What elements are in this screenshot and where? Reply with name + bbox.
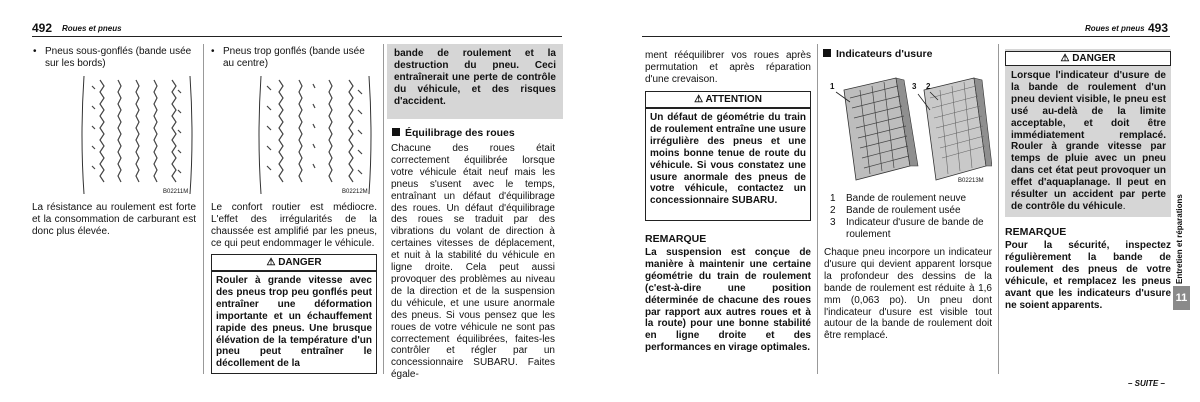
legend-text: Indicateur d'usure de bande de roulement [846, 217, 984, 240]
legend-number: 1 [830, 193, 836, 204]
underinflated-tire-figure [78, 76, 196, 199]
legend-text: Bande de roulement usée [846, 205, 961, 216]
legend-number: 2 [830, 205, 836, 216]
danger-continuation-text: bande de roulement et la destruction du pneu. Ceci entraînerait une perte de contrôle du véhicule, et des risques d'accident. [394, 48, 556, 107]
right-running-title: Roues et pneus [1085, 24, 1145, 33]
figure-code: B02212M [342, 189, 368, 195]
remarque-label: REMARQUE [645, 233, 707, 245]
left-header-rule [32, 36, 562, 37]
section-heading [823, 48, 932, 60]
wear-indicator-text: Chaque pneu incorpore un indicateur d'usure qui devient apparent lorsque la profondeur des dessins de la bande de roulement est réduite à 1,6 mm (0,063 po). Un pneu dont l'indicateur d'usure est visible tout autour de la bande de roulement doit être remplacé. [824, 247, 992, 342]
attention-label-box [645, 91, 811, 108]
danger-label-box [211, 254, 377, 271]
underinflated-item: Pneus sous-gonflés (bande usée sur les bords) [45, 46, 192, 69]
figure-label: 3 [912, 82, 917, 91]
divider [817, 44, 818, 374]
danger-text [1011, 70, 1166, 213]
figure-label: 1 [830, 82, 835, 91]
legend-item [830, 205, 994, 217]
danger-label-box [1005, 51, 1171, 66]
figure-label: 2 [926, 82, 931, 91]
danger-text-bold: Lorsque l'indicateur d'usure de la bande de roulement d'un pneu devient visible, le pneu est usé au-delà de la limite acceptable, et doit être immédiatement remplacé. Rouler à grande vitesse par temps de pluie avec un pneu dans cet état peut provoquer un effet d'aquaplanage. Il peut en résulter un accident par perte de contrôle du véhicule [1011, 70, 1166, 212]
heading-text: Indicateurs d'usure [836, 48, 933, 60]
wear-indicator-figure [826, 70, 992, 188]
remarque-text: Pour la sécurité, inspectez régulièrement la bande de roulement des pneus de votre véhicule, et remplacez les pneus avant que les indicateurs d'usure ne soient apparents. [1005, 240, 1171, 311]
danger-text-period: . [1122, 200, 1126, 212]
legend-item [830, 217, 994, 241]
bullet: • [211, 46, 215, 57]
legend-item [830, 193, 994, 205]
section-heading [392, 127, 515, 139]
square-bullet-icon [823, 49, 831, 57]
divider [998, 44, 999, 374]
figure-code: B02213M [958, 178, 984, 184]
divider [203, 44, 204, 374]
attention-label: ATTENTION [705, 94, 762, 105]
square-bullet-icon [392, 128, 400, 136]
right-page-number: 493 [1148, 21, 1169, 35]
figure-code: B02211M [163, 189, 189, 195]
legend-list [830, 193, 994, 241]
overinflated-item: Pneus trop gonflés (bande usée au centre) [223, 46, 365, 69]
left-page-number: 492 [32, 21, 53, 35]
continued-footer: – SUITE – [1128, 379, 1165, 388]
warning-icon: ⚠ [266, 257, 276, 268]
chapter-tab-number: 11 [1173, 286, 1190, 310]
chapter-tab-text: Entretien et réparations [1175, 194, 1184, 284]
overinflated-tire-figure [255, 76, 375, 199]
remarque-label: REMARQUE [1005, 226, 1067, 238]
rebalancing-text: ment rééquilibrer vos roues après permutation et après réparation d'une crevaison. [645, 50, 811, 85]
warning-icon: ⚠ [1060, 53, 1070, 64]
divider [383, 44, 384, 374]
left-running-title: Roues et pneus [62, 24, 122, 33]
right-header-rule [642, 36, 1170, 37]
danger-label: DANGER [278, 257, 322, 268]
bullet: • [33, 46, 37, 57]
danger-label: DANGER [1072, 53, 1116, 64]
warning-icon: ⚠ [694, 94, 704, 105]
remarque-text: La suspension est conçue de manière à maintenir une certaine géométrie du train de roulement (c'est-à-dire une position déterminée de chacune des roues par rapport aux autres roues et à la route) pour une bonne stabilité en ligne droite et des performances en virage optimales. [645, 247, 811, 354]
legend-number: 3 [830, 217, 836, 228]
balancing-text: Chacune des roues était correctement équilibrée lorsque votre véhicule était neuf mais les pneus s'usent avec le temps, entraînant un défaut d'équilibrage des roues. Un défaut d'équilibrage des roues se traduit par des vibrations du volant de direction à certaines vitesses de déplacement, et nuit à la stabilité du véhicule en ligne droite. Cela peut aussi provoquer des problèmes au niveau de la direction et de la suspension du véhicule, et une usure anormale des pneus. Si vous pensez que les roues de votre véhicule ne sont pas correctement équilibrées, faites-les contrôler et régler par un concessionnaire SUBARU. Faites égale- [391, 143, 555, 381]
overinflated-text: Le confort routier est médiocre. L'effet des irrégularités de la chaussée est amplifié par les pneus, ce qui peut endommager le véhicule. [211, 202, 377, 249]
underinflated-text: La résistance au roulement est forte et la consommation de carburant est donc plus élevée. [32, 202, 196, 237]
danger-text: Rouler à grande vitesse avec des pneus trop peu gonflés peut entraîner une déformation importante et un échauffement rapide des pneus. Une brusque élévation de la température d'un pneu peut entraîner le décollement de la [216, 275, 372, 370]
attention-text: Un défaut de géométrie du train de roulement entraîne une usure irrégulière des pneus et une moins bonne tenue de route du véhicule. Si vous constatez une usure anormale des pneus de votre véhicule, contactez un concessionnaire SUBARU. [650, 112, 806, 207]
heading-text: Équilibrage des roues [405, 127, 515, 139]
legend-text: Bande de roulement neuve [846, 193, 967, 204]
